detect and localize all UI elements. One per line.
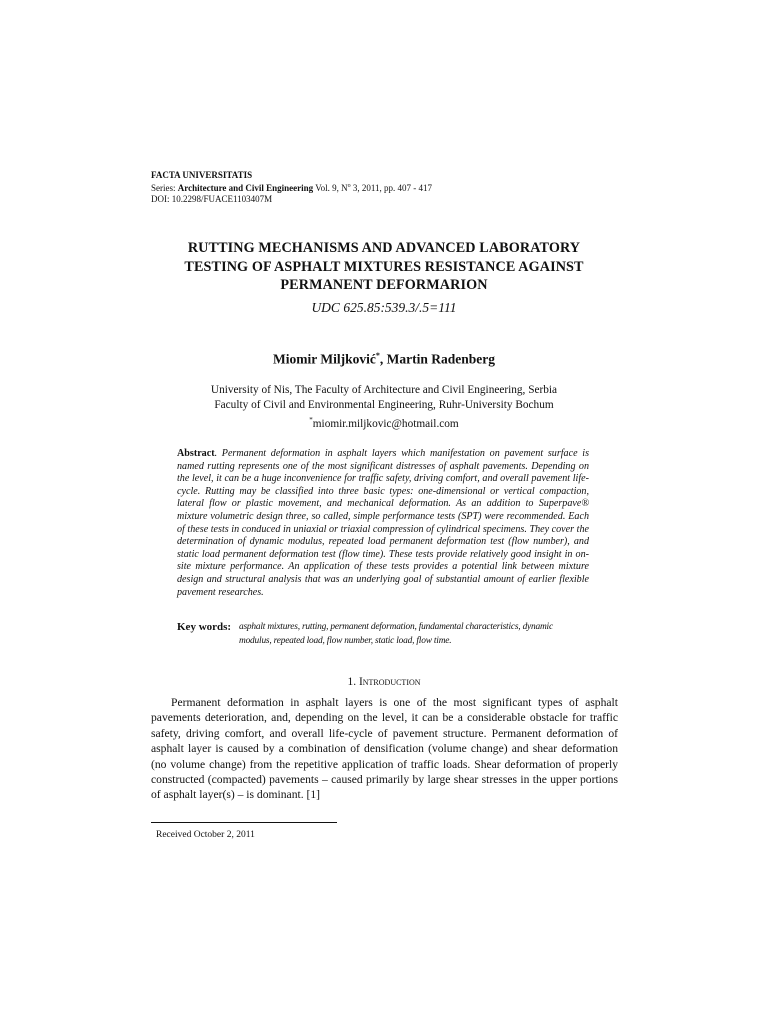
author-name: Martin Radenberg <box>386 351 495 367</box>
affiliation: Faculty of Civil and Environmental Engineering, Ruhr-University Bochum <box>214 399 554 411</box>
journal-header <box>151 170 432 205</box>
title-line: PERMANENT DEFORMARION <box>280 277 488 293</box>
title-line: RUTTING MECHANISMS AND ADVANCED LABORATORY <box>187 240 581 256</box>
keywords-colon: : <box>227 621 232 633</box>
footnote: Received October 2, 2011 <box>156 830 255 840</box>
journal-name: FACTA UNIVERSITATIS <box>151 170 253 180</box>
email-mark: * <box>309 416 313 424</box>
keywords <box>177 620 589 648</box>
series-label: Series: <box>151 183 178 193</box>
keywords-label-group <box>177 620 239 648</box>
author-name: Miomir Miljković <box>273 351 376 367</box>
keywords-label: Key words <box>177 621 228 633</box>
footnote-divider <box>151 822 337 823</box>
series-name: Architecture and Civil Engineering <box>177 183 314 193</box>
volume-info-suffix: 3, 2011, pp. 407 - 417 <box>350 183 433 193</box>
author-list <box>120 351 648 368</box>
affiliation: University of Nis, The Faculty of Architecture and Civil Engineering, Serbia <box>210 384 558 396</box>
title-line: TESTING OF ASPHALT MIXTURES RESISTANCE AGAINST <box>184 258 584 275</box>
section-number: 1. <box>347 676 359 688</box>
author-separator: , <box>379 351 387 367</box>
body-paragraph: Permanent deformation in asphalt layers is one of the most significant types of asphalt pavements deterioration, and, depending on the level, it can be a considerable obstacle for traffic safety, driving comfort, and overall life-cycle of pavement structure. Permanent deformation of asphalt layer is caused by a combination of densification (volume change) and shear deformation (no volume change) from the repetitive application of traffic loads. Shear deformation of properly constructed (compacted) pavements – caused primarily by large shear stresses in the upper portions of asphalt layer(s) – is dominant. [1] <box>151 696 618 802</box>
author-email-line <box>120 413 648 432</box>
keywords-text: asphalt mixtures, rutting, permanent deformation, fundamental characteristics, dynamic modulus, repeated load, flow number, static load, flow time. <box>239 622 553 646</box>
abstract-label: Abstract <box>177 448 215 459</box>
author-footnote-mark: * <box>375 351 380 360</box>
affiliations <box>120 383 648 432</box>
abstract <box>177 448 589 599</box>
section-heading <box>120 676 648 688</box>
abstract-text: . Permanent deformation in asphalt layers which manifestation on pavement surface is named rutting represents one of the most significant distresses of asphalt pavements. Depending on the level, it can be a huge inconvenience for traffic safety, driving comfort, and overall pavement life-cycle. Rutting may be classified into three basic types: one-dimensional or vertical compaction, lateral flow or plastic movement, and mechanical deformation. As an addition to Superpave® mixture volumetric design three, so called, simple performance tests (SPT) were recommended. Each of these tests in conduced in uniaxial or triaxial compression of cylindrical specimens. They cover the determination of dynamic modulus, repeated load permanent deformation test (flow number), and static load permanent deformation test (flow time). These tests provide relatively good insight in on-site mixture performance. An application of these tests provides a potential link between mixture design and structural analysis that was an underlying goal of substantial amount of earlier flexible pavement researches. <box>177 448 589 598</box>
volume-info-sup: o <box>347 183 351 189</box>
journal-series-line <box>151 181 432 194</box>
volume-info-prefix: Vol. 9, N <box>313 183 348 193</box>
section-title: Introduction <box>358 676 421 688</box>
udc-code: UDC 625.85:539.3/.5=111 <box>311 300 457 315</box>
author-email: miomir.miljkovic@hotmail.com <box>312 417 459 430</box>
paper-title <box>120 239 648 295</box>
journal-doi: DOI: 10.2298/FUACE1103407M <box>151 194 273 204</box>
